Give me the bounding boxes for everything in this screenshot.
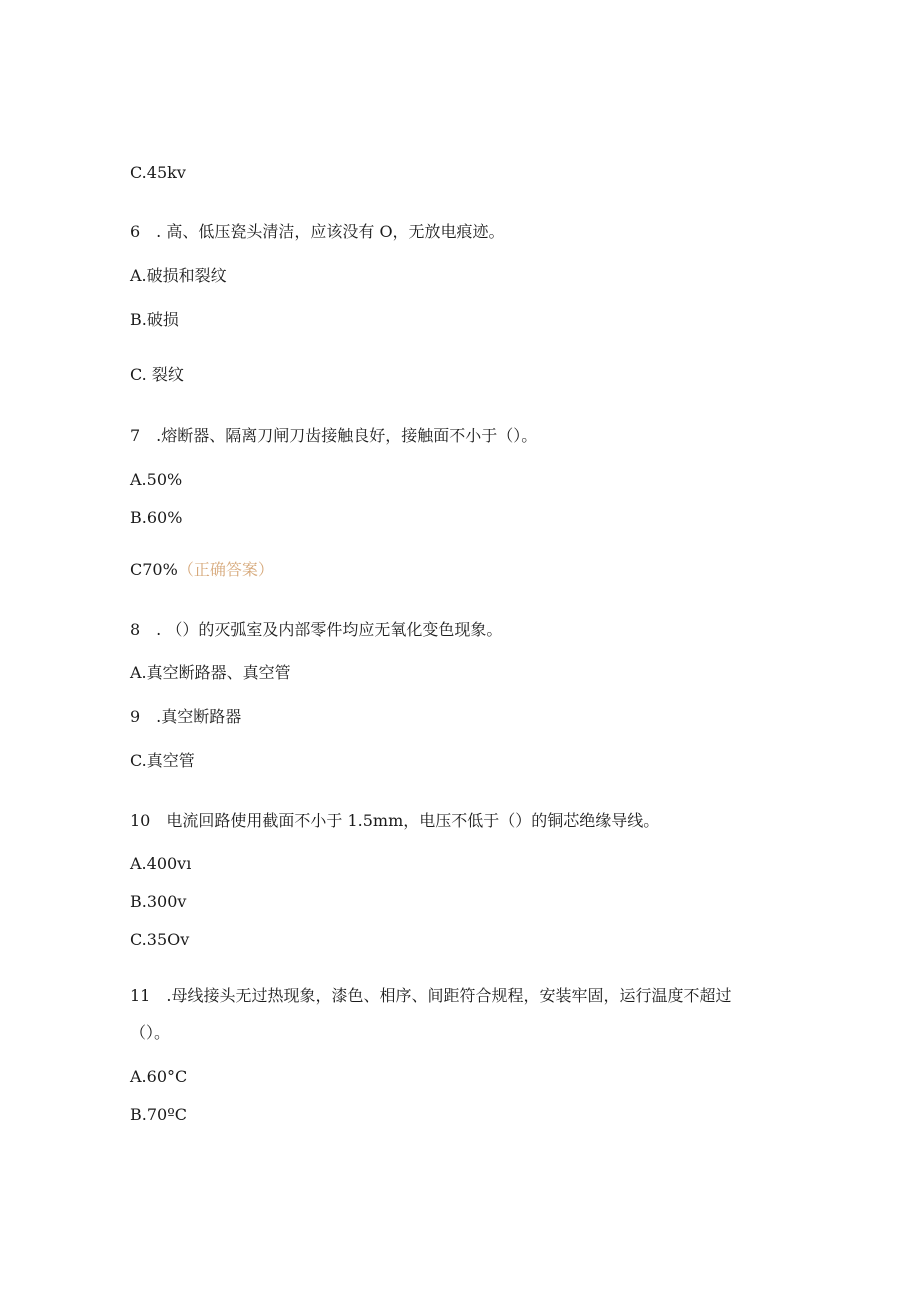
option-7b: B.60%: [130, 508, 183, 527]
question-11-continued: （）。: [130, 1023, 171, 1042]
option-7c-row: [130, 559, 274, 581]
question-10: 10 电流回路使用截面不小于 1.5mm，电压不低于（）的铜芯绝缘导线。: [130, 811, 660, 830]
option-5c: C.45kv: [130, 163, 186, 182]
correct-answer-mark: （正确答案）: [177, 560, 274, 579]
question-9: 9 .真空断路器: [130, 707, 242, 726]
question-7: 7 .熔断器、隔离刀闸刀齿接触良好，接触面不小于（）。: [130, 426, 538, 445]
option-10c: C.35Ov: [130, 930, 190, 949]
option-7a: A.50%: [130, 470, 183, 489]
option-11a: A.60°C: [130, 1067, 188, 1086]
option-10a: A.400vı: [130, 854, 192, 873]
option-6b: B.破损: [130, 310, 179, 329]
option-7c: C70%: [130, 560, 178, 579]
option-8a: A.真空断路器、真空管: [130, 663, 291, 682]
option-6a: A.破损和裂纹: [130, 266, 227, 285]
question-8: 8 . （）的灭弧室及内部零件均应无氧化变色现象。: [130, 620, 503, 639]
option-11b: B.70ºC: [130, 1105, 187, 1124]
question-11: 11 .母线接头无过热现象，漆色、相序、间距符合规程，安装牢固，运行温度不超过: [130, 986, 732, 1005]
option-9c: C.真空管: [130, 751, 195, 770]
option-6c: C. 裂纹: [130, 365, 184, 384]
question-6: 6 . 高、低压瓷头清洁，应该没有 O，无放电痕迹。: [130, 222, 505, 241]
option-10b: B.300v: [130, 892, 187, 911]
